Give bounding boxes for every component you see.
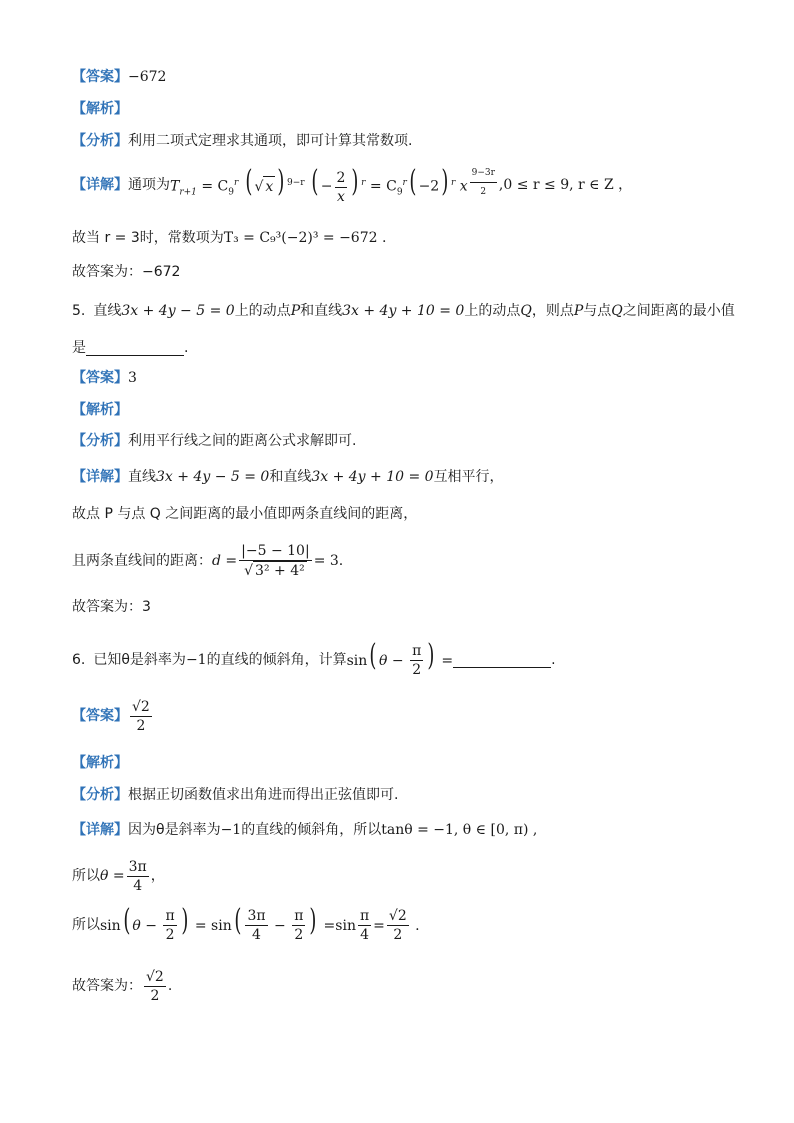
q5-d-symbol: d = — [212, 553, 238, 569]
q5-fenxi-text: 利用平行线之间的距离公式求解即可. — [128, 433, 357, 449]
q6-final-line: 故答案为： $\frac{√2}{2}$ . — [72, 968, 173, 1004]
q5-d-den: 3² + 4² — [255, 563, 305, 579]
analysis-label: 【解析】 — [72, 755, 128, 771]
q6-detail-b: 的直线的倾斜角，所以 — [241, 822, 382, 838]
q6-so-sin: 所以 — [72, 917, 100, 933]
q5-point-p2: P — [573, 303, 584, 319]
q5-detail-a: 直线 — [128, 469, 156, 485]
q4-answer-line — [72, 67, 166, 87]
q6-answer-line — [72, 696, 154, 736]
answer-label: 【答案】 — [72, 370, 128, 386]
q5-final-line — [72, 597, 151, 617]
detail-label: 【详解】 — [72, 822, 128, 838]
detail-label: 【详解】 — [72, 177, 128, 193]
q4-final: 故答案为：−672 — [72, 264, 181, 280]
q5-distance-fraction: |−5 − 10| √ 3² + 4² — [241, 543, 310, 579]
q5-stem-line — [72, 301, 735, 321]
q5-final: 故答案为：3 — [72, 599, 151, 615]
q6-sin-expr: sin( θ − $\frac{\pi}{2}$ ) = — [346, 637, 454, 679]
q5-detail-c: 互相平行， — [433, 469, 504, 485]
q5-stem-d: 上的动点 — [464, 303, 521, 319]
q6-sin-line — [72, 902, 420, 945]
analysis-label: 【解析】 — [72, 101, 128, 117]
q6-analysis-heading — [72, 753, 128, 773]
q6-answer-num: √2 — [132, 698, 150, 715]
q5-answer-line — [72, 368, 137, 388]
q5-detail3-lead: 且两条直线间的距离： — [72, 553, 212, 569]
q4-const-lead: 故当 r = 3时，常数项为 — [72, 230, 224, 246]
q6-sin-chain: sin( θ − $\frac{\pi}{2}$ ) = sin( $\frac{3\pi}{4}$ − $\frac{\pi}{2}$ ) =sin $\frac{\pi}{4}$ = $\frac{√2}{2}$ . — [100, 902, 420, 944]
q6-answer-blank[interactable] — [453, 653, 551, 668]
q4-final-line — [72, 262, 180, 282]
q6-number: 6. — [72, 652, 86, 668]
q4-analysis-heading — [72, 99, 128, 119]
q5-line2: 3x + 4y + 10 = 0 — [342, 303, 465, 319]
q5-line1: 3x + 4y − 5 = 0 — [121, 303, 235, 319]
q5-stem-e: ，则点 — [531, 303, 574, 319]
q4-fenxi-line — [72, 131, 412, 151]
answer-label: 【答案】 — [72, 708, 128, 724]
q6-tan-expr: tanθ = −1, θ ∈ [0, π) , — [381, 822, 538, 838]
q6-theta-eq: θ = — [100, 868, 125, 884]
q6-theta-fraction — [127, 858, 149, 895]
q5-detail2: 故点 P 与点 Q 之间距离的最小值即两条直线间的距离， — [72, 506, 418, 522]
q5-distance-line — [72, 538, 343, 584]
q5-detail-line1: 3x + 4y − 5 = 0 — [156, 469, 270, 485]
q6-stem-line: 6. 已知θ是斜率为 −1 的直线的倾斜角，计算 sin( θ − $\frac{\pi}{2}$ ) = . — [72, 637, 556, 679]
q5-point-q2: Q — [611, 303, 623, 319]
q6-final-fraction — [144, 968, 166, 1005]
q6-final-den: 2 — [150, 987, 160, 1004]
q6-detail-slope: −1 — [220, 822, 242, 838]
q5-detail2-line — [72, 504, 417, 524]
q6-fenxi-line — [72, 785, 398, 805]
q6-slope: −1 — [185, 652, 207, 668]
q5-answer: 3 — [128, 370, 137, 386]
q5-detail-b: 和直线 — [269, 469, 312, 485]
q4-const-line — [72, 228, 386, 248]
q6-theta-num: 3π — [128, 858, 147, 875]
q5-number: 5. — [72, 303, 86, 319]
q5-point-p: P — [290, 303, 301, 319]
q5-d-num: |−5 − 10| — [241, 543, 310, 559]
q4-detail-lead: 通项为 — [128, 177, 170, 193]
q6-stem-b: 的直线的倾斜角，计算 — [206, 652, 347, 668]
q4-detail-tail: ,0 ≤ r ≤ 9, r ∈ Z ， — [498, 177, 633, 193]
q6-theta-den: 4 — [133, 877, 143, 894]
q6-stem-a: 已知θ是斜率为 — [93, 652, 186, 668]
q6-detail-line — [72, 820, 537, 840]
q6-detail-a: 因为θ是斜率为 — [128, 822, 221, 838]
q5-detail-line2: 3x + 4y + 10 = 0 — [311, 469, 434, 485]
q5-fenxi-line — [72, 431, 356, 451]
analysis-label: 【解析】 — [72, 402, 128, 418]
q5-analysis-heading — [72, 400, 128, 420]
q4-const-expr: T₃ = C₉³(−2)³ = −672 . — [223, 230, 387, 246]
detail-label: 【详解】 — [72, 469, 128, 485]
q4-fenxi-text: 利用二项式定理求其通项，即可计算其常数项. — [128, 133, 413, 149]
q5-answer-blank[interactable] — [86, 341, 184, 356]
q5-stem-c: 和直线 — [300, 303, 343, 319]
q4-detail-line — [72, 165, 632, 205]
q6-final-num: √2 — [146, 968, 164, 985]
q6-theta-line: 所以 θ = $\frac{3\pi}{4}$ ， — [72, 858, 165, 894]
q5-stem-cont: 是 . — [72, 340, 189, 356]
q5-stem-g: 之间距离的最小值 — [622, 303, 735, 319]
q5-d-result: = 3. — [313, 553, 344, 569]
fenxi-label: 【分析】 — [72, 787, 128, 803]
q5-detail-line — [72, 467, 504, 487]
q6-fenxi-text: 根据正切函数值求出角进而得出正弦值即可. — [128, 787, 399, 803]
q5-stem-cont-text: 是 — [72, 340, 86, 356]
q5-stem-b: 上的动点 — [234, 303, 291, 319]
q6-answer-fraction — [130, 698, 152, 735]
q6-answer-den: 2 — [136, 717, 146, 734]
q6-so-theta: 所以 — [72, 868, 100, 884]
fenxi-label: 【分析】 — [72, 133, 128, 149]
q4-general-term: $T_{r+1} = C_9^r$ ( √ x ) $^{9-r}$ ( − $\frac{2}{x}$ ) $^r = C_9^r( -2)$ $^r$ x $^{\frac{9-3r}{2}}$ — [170, 164, 495, 205]
q5-stem-a: 直线 — [93, 303, 122, 319]
fenxi-label: 【分析】 — [72, 433, 128, 449]
q6-final-lead: 故答案为： — [72, 978, 142, 994]
q4-answer: −672 — [128, 69, 167, 85]
q5-point-q: Q — [520, 303, 532, 319]
answer-label: 【答案】 — [72, 69, 128, 85]
q5-stem-f: 与点 — [583, 303, 612, 319]
